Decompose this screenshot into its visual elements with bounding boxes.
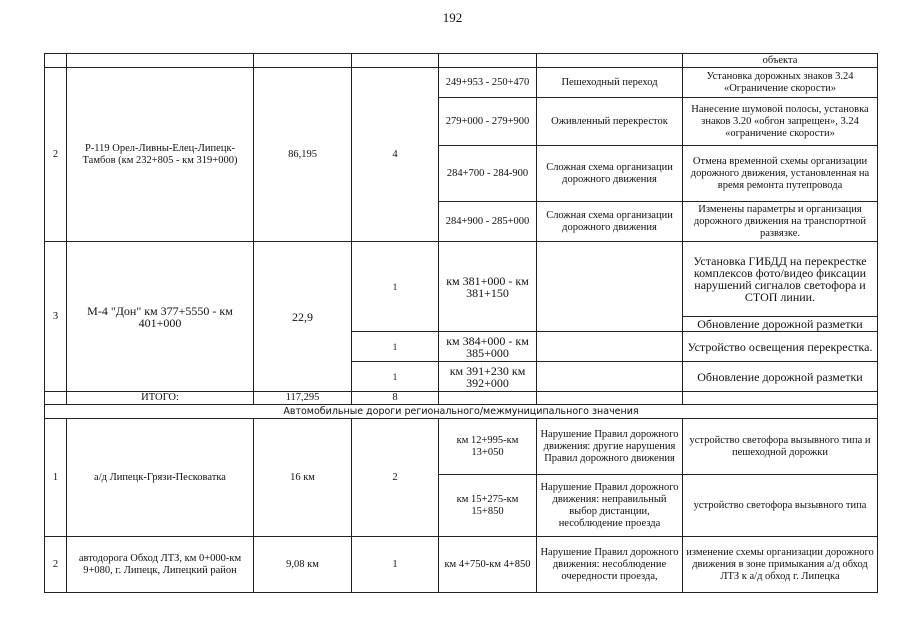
problem: Нарушение Правил дорожного движения: неправильный выбор дистанции, несоблюдение проезда [537, 475, 683, 537]
total-label: ИТОГО: [67, 392, 254, 405]
cell [683, 392, 878, 405]
problem: Нарушение Правил дорожного движения: другие нарушения Правил дорожного движения [537, 419, 683, 475]
cell [45, 54, 67, 68]
row-number: 2 [45, 68, 67, 242]
km-range: 279+000 - 279+900 [439, 98, 537, 146]
cell [537, 54, 683, 68]
cell [439, 54, 537, 68]
road-name: автодорога Обход ЛТЗ, км 0+000-км 9+080, г. Липецк, Липецкий район [67, 537, 254, 593]
km-range: 249+953 - 250+470 [439, 68, 537, 98]
measure: Обновление дорожной разметки [683, 362, 878, 392]
problem: Оживленный перекресток [537, 98, 683, 146]
measure: устройство светофора вызывного типа и пешеходной дорожки [683, 419, 878, 475]
row-number: 3 [45, 242, 67, 392]
road-name: М-4 "Дон" км 377+5550 - км 401+000 [67, 242, 254, 392]
table-row [45, 419, 878, 475]
problem: Сложная схема организации дорожного движения [537, 202, 683, 242]
table-row [45, 68, 878, 98]
cell [439, 392, 537, 405]
road-name: Р-119 Орел-Ливны-Елец-Липецк-Тамбов (км 232+805 - км 319+000) [67, 68, 254, 242]
total-length: 117,295 [254, 392, 352, 405]
road-safety-table [44, 53, 878, 593]
cell [537, 392, 683, 405]
measure: Установка дорожных знаков 3.24 «Ограничение скорости» [683, 68, 878, 98]
road-length: 9,08 км [254, 537, 352, 593]
row-number: 1 [45, 419, 67, 537]
measure: Обновление дорожной разметки [683, 317, 878, 332]
problem: Сложная схема организации дорожного движения [537, 146, 683, 202]
road-name: а/д Липецк-Грязи-Песковатка [67, 419, 254, 537]
road-length: 86,195 [254, 68, 352, 242]
km-range: км 15+275-км 15+850 [439, 475, 537, 537]
km-range: 284+900 - 285+000 [439, 202, 537, 242]
measure: устройство светофора вызывного типа [683, 475, 878, 537]
measure: Изменены параметры и организация дорожного движения на транспортной развязке. [683, 202, 878, 242]
cell [352, 54, 439, 68]
road-length: 16 км [254, 419, 352, 537]
site-count: 1 [352, 332, 439, 362]
table-row [45, 54, 878, 68]
km-range: км 391+230 км 392+000 [439, 362, 537, 392]
problem: Нарушение Правил дорожного движения: несоблюдение очередности проезда, [537, 537, 683, 593]
measure: Установка ГИБДД на перекрестке комплексов фото/видео фиксации нарушений сигналов светофора и СТОП линии. [683, 242, 878, 317]
table-row [45, 405, 878, 419]
cell [254, 54, 352, 68]
km-range: км 381+000 - км 381+150 [439, 242, 537, 332]
site-count: 4 [352, 68, 439, 242]
page-number: 192 [442, 10, 463, 25]
row-number: 2 [45, 537, 67, 593]
km-range: км 12+995-км 13+050 [439, 419, 537, 475]
total-count: 8 [352, 392, 439, 405]
road-length: 22,9 [254, 242, 352, 392]
measure-cell: объекта [683, 54, 878, 68]
cell [67, 54, 254, 68]
section-title: Автомобильные дороги регионального/межмуниципального значения [45, 405, 878, 419]
km-range: 284+700 - 284-900 [439, 146, 537, 202]
table-row [45, 392, 878, 405]
site-count: 1 [352, 242, 439, 332]
table-row [45, 537, 878, 593]
measure: Отмена временной схемы организации дорожного движения, установленная на время ремонта путепровода [683, 146, 878, 202]
problem: Пешеходный переход [537, 68, 683, 98]
km-range: км 384+000 - км 385+000 [439, 332, 537, 362]
measure: изменение схемы организации дорожного движения в зоне примыкания а/д обход ЛТЗ к а/д обход г. Липецка [683, 537, 878, 593]
site-count: 1 [352, 362, 439, 392]
problem [537, 362, 683, 392]
km-range: км 4+750-км 4+850 [439, 537, 537, 593]
site-count: 1 [352, 537, 439, 593]
problem [537, 242, 683, 332]
cell [45, 392, 67, 405]
table-row [45, 242, 878, 317]
site-count: 2 [352, 419, 439, 537]
measure: Нанесение шумовой полосы, установка знаков 3.20 «обгон запрещен», 3.24 «ограничение скорости» [683, 98, 878, 146]
problem [537, 332, 683, 362]
measure: Устройство освещения перекрестка. [683, 332, 878, 362]
